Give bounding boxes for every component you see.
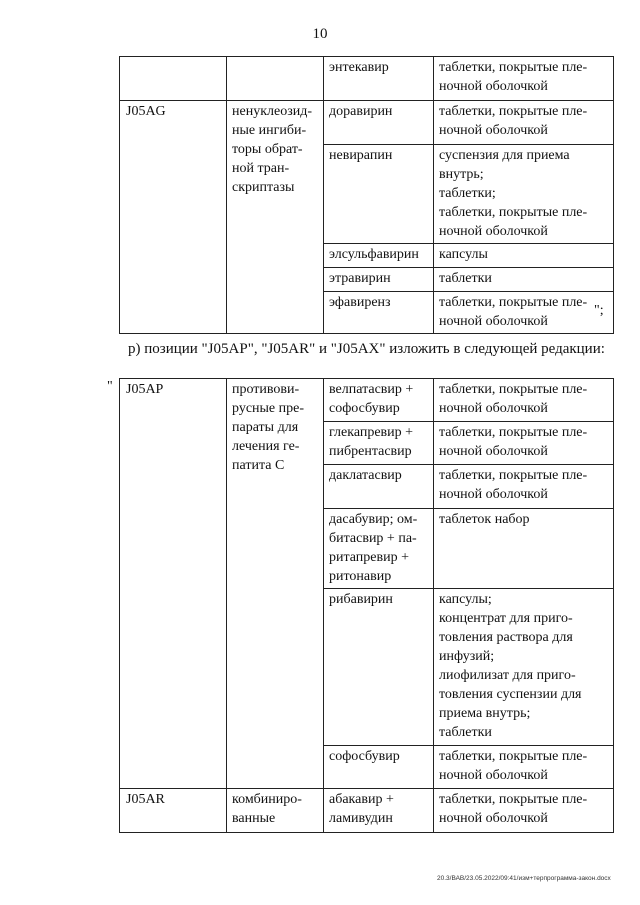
drug-name-cell: эфавиренз bbox=[324, 292, 434, 334]
atc-code-cell: J05AG bbox=[120, 101, 227, 334]
dosage-form-cell: таблетки, покрытые пле- ночной оболочкой bbox=[434, 379, 614, 422]
document-footer: 20.3/ВАВ/23.05.2022/09:41/изм+терпрограмма-закон.docx bbox=[437, 875, 611, 882]
closing-quote-mark: "; bbox=[594, 303, 604, 318]
drug-name-cell: этравирин bbox=[324, 268, 434, 292]
dosage-form-cell: таблетки, покрытые пле- ночной оболочкой bbox=[434, 746, 614, 789]
drug-name-cell: глекапревир + пибрентасвир bbox=[324, 422, 434, 465]
drug-name-cell: элсульфавирин bbox=[324, 244, 434, 268]
drug-name-cell: абакавир + ламивудин bbox=[324, 789, 434, 833]
drug-name-cell: дасабувир; ом- битасвир + па- ритапревир + ритонавир bbox=[324, 509, 434, 589]
drug-table-j05ap bbox=[119, 378, 614, 833]
drug-name-cell: даклатасвир bbox=[324, 465, 434, 509]
dosage-form-cell: капсулы bbox=[434, 244, 614, 268]
dosage-form-cell: таблетки, покрытые пле- ночной оболочкой bbox=[434, 292, 614, 334]
dosage-form-cell: таблетки, покрытые пле- ночной оболочкой bbox=[434, 789, 614, 833]
dosage-form-cell: таблетки, покрытые пле- ночной оболочкой bbox=[434, 101, 614, 145]
dosage-form-cell: таблетки, покрытые пле- ночной оболочкой bbox=[434, 465, 614, 509]
table-row bbox=[120, 789, 614, 833]
group-cell bbox=[227, 57, 324, 101]
group-cell: комбиниро- ванные bbox=[227, 789, 324, 833]
drug-table-j05ag bbox=[119, 56, 614, 334]
atc-code-cell: J05AP bbox=[120, 379, 227, 789]
dosage-form-cell: суспензия для приема внутрь; таблетки; таблетки, покрытые пле- ночной оболочкой bbox=[434, 145, 614, 244]
page-number: 10 bbox=[312, 26, 328, 42]
amendment-paragraph: р) позиции "J05AP", "J05AR" и "J05AX" изложить в следующей редакции: bbox=[128, 341, 605, 357]
drug-name-cell: невирапин bbox=[324, 145, 434, 244]
atc-code-cell: J05AR bbox=[120, 789, 227, 833]
dosage-form-cell: капсулы; концентрат для приго- товления раствора для инфузий; лиофилизат для приго- товления суспензии для приема внутрь; таблетки bbox=[434, 589, 614, 746]
dosage-form-cell: таблетки, покрытые пле- ночной оболочкой bbox=[434, 422, 614, 465]
dosage-form-cell: таблетки bbox=[434, 268, 614, 292]
table-row bbox=[120, 379, 614, 422]
drug-name-cell: энтекавир bbox=[324, 57, 434, 101]
atc-code-cell bbox=[120, 57, 227, 101]
group-cell: противови- русные пре- параты для лечения ге- патита С bbox=[227, 379, 324, 789]
table-row bbox=[120, 57, 614, 101]
table-row bbox=[120, 101, 614, 145]
drug-name-cell: софосбувир bbox=[324, 746, 434, 789]
dosage-form-cell: таблетки, покрытые пле- ночной оболочкой bbox=[434, 57, 614, 101]
group-cell: ненуклеозид- ные ингиби- торы обрат- ной тран- скриптазы bbox=[227, 101, 324, 334]
dosage-form-cell: таблеток набор bbox=[434, 509, 614, 589]
drug-name-cell: велпатасвир + софосбувир bbox=[324, 379, 434, 422]
drug-name-cell: рибавирин bbox=[324, 589, 434, 746]
opening-quote-mark: " bbox=[107, 379, 113, 394]
drug-name-cell: доравирин bbox=[324, 101, 434, 145]
